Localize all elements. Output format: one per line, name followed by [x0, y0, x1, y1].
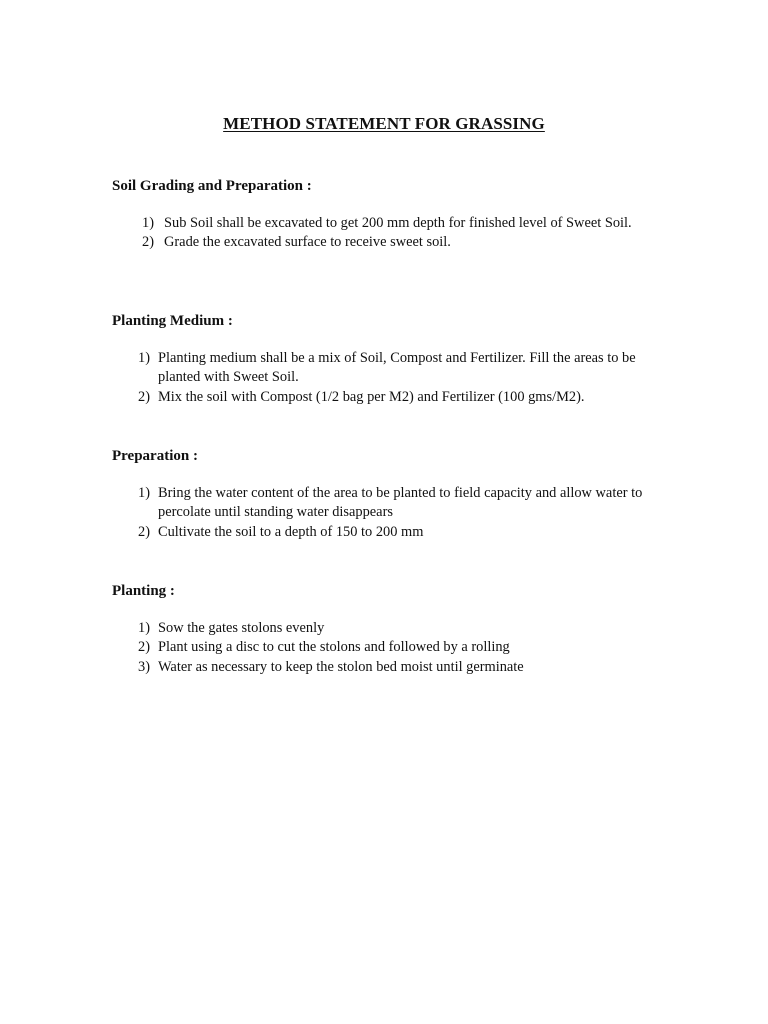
list-number: 1): [142, 215, 154, 231]
numbered-list: [112, 214, 672, 253]
numbered-list: [112, 349, 672, 407]
list-number: 1): [138, 350, 150, 366]
list-item-text: Mix the soil with Compost (1/2 bag per M2) and Fertilizer (100 gms/M2).: [158, 388, 585, 405]
list-number: 2): [142, 234, 154, 251]
list-item: [112, 349, 658, 388]
section-heading: Planting :: [112, 583, 175, 599]
section-heading: Preparation :: [112, 448, 198, 464]
list-item-text: Cultivate the soil to a depth of 150 to 200 mm: [158, 523, 424, 540]
list-number: 2): [138, 523, 150, 540]
list-item-text: Water as necessary to keep the stolon bed moist until germinate: [158, 658, 524, 675]
list-item-text: Sub Soil shall be excavated to get 200 mm depth for finished level of Sweet Soil.: [164, 215, 632, 231]
section-soil-grading: [112, 176, 672, 253]
list-number: 2): [138, 639, 150, 656]
list-item: [112, 523, 672, 542]
list-item: [112, 638, 672, 657]
list-item-text: Planting medium shall be a mix of Soil, Compost and Fertilizer. Fill the areas to be planted with Sweet Soil.: [158, 350, 636, 386]
section-planting-medium: [112, 311, 672, 407]
list-item-text: Sow the gates stolons evenly: [158, 620, 325, 636]
list-number: 2): [138, 388, 150, 405]
section-preparation: [112, 446, 672, 542]
list-number: 1): [138, 485, 150, 501]
list-number: 3): [138, 658, 150, 675]
list-item-text: Grade the excavated surface to receive sweet soil.: [164, 234, 451, 251]
numbered-list: [112, 484, 672, 542]
list-item-text: Bring the water content of the area to be planted to field capacity and allow water to percolate until standing water disappears: [158, 485, 643, 521]
list-item: [112, 484, 678, 523]
document-title: METHOD STATEMENT FOR GRASSING: [223, 114, 545, 133]
numbered-list: [112, 619, 672, 677]
section-heading: Planting Medium :: [112, 313, 233, 329]
section-planting: [112, 581, 672, 677]
list-item: [112, 658, 672, 677]
list-number: 1): [138, 620, 150, 636]
list-item: [112, 233, 672, 252]
list-item: [112, 388, 718, 407]
section-heading: Soil Grading and Preparation :: [112, 178, 312, 194]
list-item-text: Plant using a disc to cut the stolons and followed by a rolling: [158, 639, 510, 656]
list-item: [112, 214, 664, 233]
list-item: [112, 619, 672, 638]
